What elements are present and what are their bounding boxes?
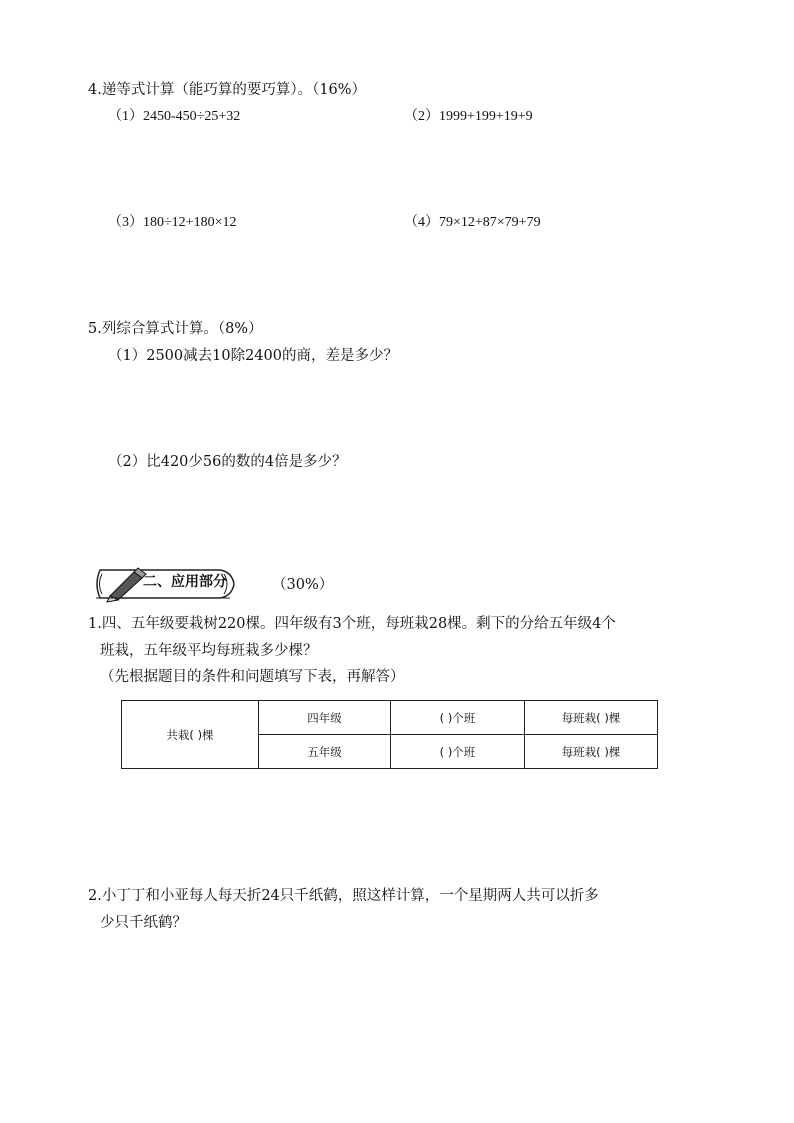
grade-cell: 五年级 xyxy=(259,735,391,769)
total-trees-cell[interactable]: 共栽( )棵 xyxy=(122,701,259,769)
part2-banner-label: 二、应用部分 xyxy=(143,574,227,590)
problem-4-2: （2）1999+199+19+9 xyxy=(404,109,533,124)
section5-heading: 5.列综合算式计算。（8%） xyxy=(88,321,263,337)
per-class-cell[interactable]: 每班栽( )棵 xyxy=(525,735,658,769)
problem-5-2: （2）比420少56的数的4倍是多少？ xyxy=(108,454,347,470)
classes-cell[interactable]: ( )个班 xyxy=(391,701,525,735)
section4-heading: 4.递等式计算（能巧算的要巧算）。（16%） xyxy=(88,82,367,98)
per-class-cell[interactable]: 每班栽( )棵 xyxy=(525,701,658,735)
problem-4-3: （3）180÷12+180×12 xyxy=(108,215,237,230)
q2-line1: 2.小丁丁和小亚每人每天折24只千纸鹤，照这样计算，一个星期两人共可以折多 xyxy=(88,888,599,904)
grade-cell: 四年级 xyxy=(259,701,391,735)
problem-4-1: （1）2450-450÷25+32 xyxy=(108,109,241,124)
part2-percent: （30%） xyxy=(272,577,334,593)
q1-line2: 班栽，五年级平均每班栽多少棵？ xyxy=(100,643,318,659)
q2-line2: 少只千纸鹤？ xyxy=(100,915,187,931)
classes-cell[interactable]: ( )个班 xyxy=(391,735,525,769)
problem-4-4: （4）79×12+87×79+79 xyxy=(404,215,541,230)
planting-table xyxy=(121,700,658,769)
table-row xyxy=(122,701,658,735)
problem-5-1: （1）2500减去10除2400的商，差是多少？ xyxy=(108,348,398,364)
q1-line1: 1.四、五年级要栽树220棵。四年级有3个班，每班栽28棵。剩下的分给五年级4个 xyxy=(88,616,616,632)
q1-note: （先根据题目的条件和问题填写下表，再解答） xyxy=(100,669,405,685)
